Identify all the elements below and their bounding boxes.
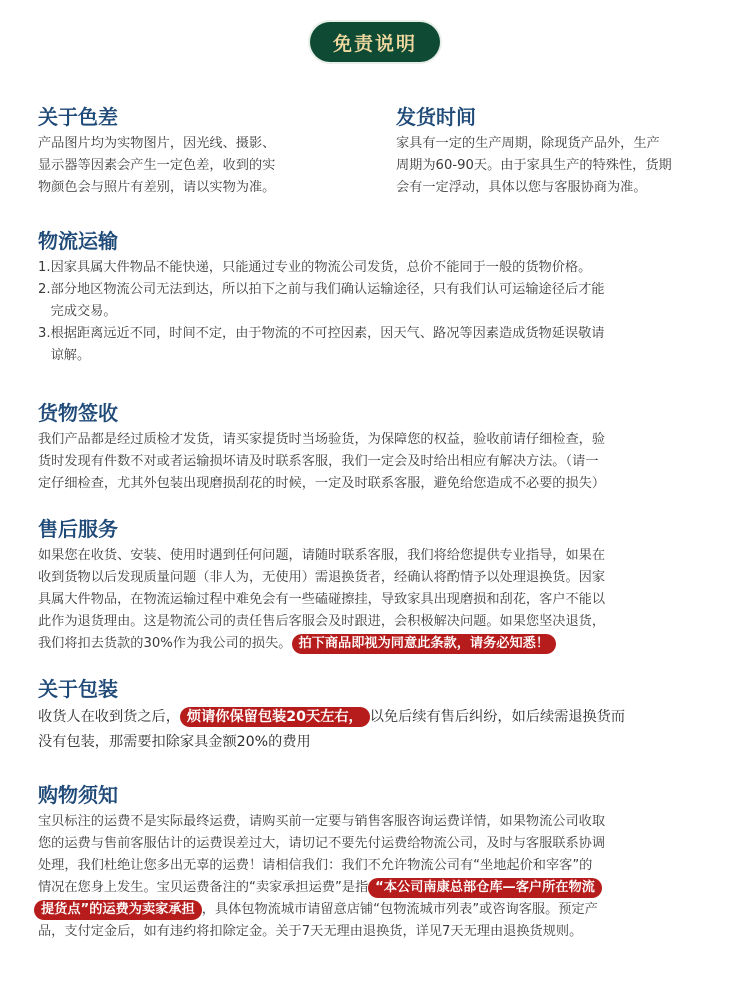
shopping-line: 您的运费与售前客服估计的运费误差过大，请切记不要先付运费给物流公司，及时与客服联系协调 (38, 836, 606, 851)
after-sales-highlight: 拍下商品即视为同意此条款，请务必知悉！ (292, 634, 557, 654)
shopping-line (38, 877, 605, 899)
after-sales-last-text: 我们将扣去货款的30%作为我公司的损失。 (38, 636, 292, 651)
packaging-pre: 收货人在收到货之后， (38, 709, 180, 725)
shopping-highlight-1: “本公司南康总部仓库—客户所在物流 (368, 878, 602, 898)
receipt-line: 货时发现有件数不对或者运输损坏请及时联系客服，我们一定会及时给出相应有解决方法。（请一 (38, 454, 599, 469)
packaging-heading: 关于包装 (38, 677, 118, 701)
after-sales-line: 具属大件物品，在物流运输过程中难免会有一些磕碰擦挂，导致家具出现磨损和刮花，客户不能以 (38, 592, 606, 607)
receipt-text (38, 429, 605, 495)
packaging-text (38, 705, 625, 755)
after-sales-line (38, 633, 605, 655)
logistics-item: 2.部分地区物流公司无法到达，所以拍下之前与我们确认运输途径，只有我们认可运输途径后才能 (38, 282, 605, 297)
color-diff-line: 产品图片均为实物图片，因光线、摄影、 (38, 136, 276, 151)
shopping-line4-pre: 情况在您身上发生。宝贝运费备注的“卖家承担运费”是指 (38, 880, 369, 895)
shopping-line (38, 899, 605, 921)
delivery-time-line: 家具有一定的生产周期，除现货产品外，生产 (396, 136, 660, 151)
receipt-line: 我们产品都是经过质检才发货，请买家提货时当场验货，为保障您的权益，验收前请仔细检查，验 (38, 432, 606, 447)
delivery-time-heading: 发货时间 (396, 105, 476, 129)
delivery-time-text (396, 133, 672, 199)
logistics-item-cont: 谅解。 (38, 348, 91, 363)
logistics-list (38, 257, 604, 367)
delivery-time-line: 周期为60-90天。由于家具生产的特殊性，货期 (396, 158, 672, 173)
shopping-highlight-2: 提货点”的运费为卖家承担 (34, 900, 202, 920)
color-diff-text (38, 133, 275, 199)
after-sales-line: 收到货物以后发现质量问题（非人为，无使用）需退换货者，经确认将酌情予以处理退换货。因家 (38, 570, 606, 585)
receipt-heading: 货物签收 (38, 401, 118, 425)
delivery-time-line: 会有一定浮动，具体以您与客服协商为准。 (396, 180, 647, 195)
color-diff-line: 物颜色会与照片有差别，请以实物为准。 (38, 180, 276, 195)
packaging-line (38, 705, 625, 730)
shopping-line: 品，支付定金后，如有违约将扣除定金。关于7天无理由退换货，详见7天无理由退换货规则。 (38, 924, 583, 939)
color-diff-heading: 关于色差 (38, 105, 118, 129)
logistics-item: 3.根据距离远近不同，时间不定，由于物流的不可控因素，因天气、路况等因素造成货物延误敬请 (38, 326, 605, 341)
logistics-item: 1.因家具属大件物品不能快递，只能通过专业的物流公司发货，总价不能同于一般的货物价格。 (38, 260, 592, 275)
page-title: 免责说明 (310, 22, 440, 62)
packaging-line: 没有包装，那需要扣除家具金额20%的费用 (38, 734, 311, 750)
packaging-highlight: 烦请你保留包装20天左右， (180, 707, 370, 727)
logistics-heading: 物流运输 (38, 229, 118, 253)
after-sales-line: 此作为退货理由。这是物流公司的责任售后客服会及时跟进，会积极解决问题。如果您坚决退货， (38, 614, 606, 629)
shopping-text (38, 811, 605, 943)
after-sales-text (38, 545, 605, 655)
packaging-post: 以免后续有售后纠纷，如后续需退换货而 (369, 709, 626, 725)
shopping-heading: 购物须知 (38, 783, 118, 807)
receipt-line: 定仔细检查，尤其外包装出现磨损刮花的时候，一定及时联系客服，避免给您造成不必要的损失） (38, 476, 606, 491)
shopping-line: 处理，我们杜绝让您多出无辜的运费！请相信我们：我们不允许物流公司有“坐地起价和宰客”的 (38, 858, 593, 873)
after-sales-heading: 售后服务 (38, 517, 118, 541)
shopping-line5-post: ，具体包物流城市请留意店铺“包物流城市列表”或咨询客服。预定产 (201, 902, 598, 917)
shopping-line: 宝贝标注的运费不是实际最终运费，请购买前一定要与销售客服咨询运费详情，如果物流公司收取 (38, 814, 606, 829)
color-diff-line: 显示器等因素会产生一定色差，收到的实 (38, 158, 276, 173)
after-sales-line: 如果您在收货、安装、使用时遇到任何问题，请随时联系客服，我们将给您提供专业指导，如果在 (38, 548, 606, 563)
logistics-item-cont: 完成交易。 (38, 304, 117, 319)
